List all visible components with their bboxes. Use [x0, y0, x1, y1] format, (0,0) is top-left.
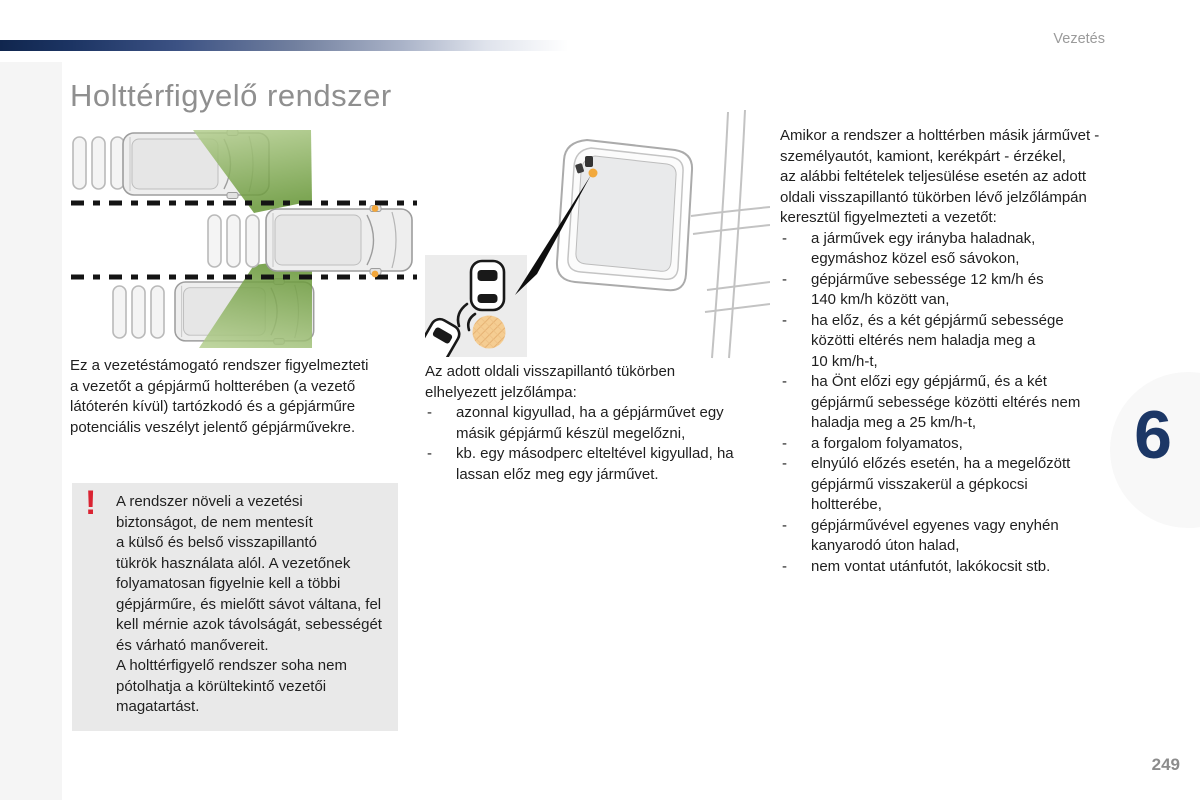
mirror-indicator-dot-right	[372, 271, 379, 278]
door-frame-sketch	[691, 110, 770, 358]
chapter-number: 6	[1134, 397, 1172, 473]
warning-box	[72, 483, 398, 731]
middle-list	[425, 403, 770, 485]
left-intro-text: Ez a vezetéstámogató rendszer figyelmezteti a vezetőt a gépjármű holtterében (a vezető látóterén kívül) tartózkodó és a gépjárműre potenciális veszélyt jelentő gépjárművekre.	[70, 357, 369, 436]
list-item: - ha előz, és a két gépjármű sebessége közötti eltérés nem haladja meg a 10 km/h-t,	[782, 311, 1064, 370]
list-item: - nem vontat utánfutót, lakókocsit stb.	[780, 557, 1115, 578]
dash-bullet: -	[782, 434, 787, 452]
list-item: - ha Önt előzi egy gépjármű, és a két gépjármű sebessége közötti eltérés nem haladja meg a 25 km/h-t,	[782, 373, 1081, 431]
dash-bullet: -	[782, 229, 787, 247]
subject-van	[208, 205, 412, 277]
dash-bullet: -	[782, 270, 787, 288]
list-item: - kb. egy másodperc elteltével kigyullad, ha lassan előz meg egy járművet.	[427, 445, 734, 483]
dash-bullet: -	[782, 455, 787, 472]
right-column-text	[780, 126, 1115, 577]
list-item: - gépjárműve sebessége 12 km/h és 140 km/h között van,	[782, 270, 1044, 308]
door-mirror	[557, 140, 692, 290]
dash-bullet: -	[782, 557, 787, 575]
list-item: - a forgalom folyamatos,	[780, 434, 1115, 455]
dash-bullet: -	[782, 516, 787, 534]
right-intro-text: Amikor a rendszer a holttérben másik járművet - személyautót, kamiont, kerékpárt - érzékel, az alábbi feltételek teljesülése esetén az adott oldali visszapillantó tükörben lévő jelzőlámpán keresztül figyelmezteti a vezetőt:	[780, 127, 1100, 226]
page-number: 249	[1151, 755, 1180, 774]
dash-bullet: -	[782, 373, 787, 390]
section-header: Vezetés	[1053, 31, 1105, 47]
dash-bullet: -	[782, 311, 787, 329]
dash-bullet: -	[427, 445, 432, 462]
mirror-indicator-dot-left	[372, 205, 379, 212]
right-list	[780, 229, 1115, 578]
middle-intro-text: Az adott oldali visszapillantó tükörben elhelyezett jelzőlámpa:	[425, 363, 676, 401]
dash-bullet: -	[427, 404, 432, 421]
list-item: - gépjárművével egyenes vagy enyhén kanyarodó úton halad,	[782, 516, 1059, 554]
left-margin-rail	[0, 62, 62, 800]
list-item: - elnyúló előzés esetén, ha a megelőzött gépjármű visszakerül a gépkocsi holtterébe,	[782, 455, 1071, 513]
warning-text: A rendszer növeli a vezetési biztonságot, de nem mentesít a külső és belső visszapillantó tükrök használata alól. A vezetőnek folyamatosan figyelnie kell a többi gépjárműre, és mielőtt sávot váltana, fel kell mérnie azok távolságát, sebességét és várható manővereit. A holttérfigyelő rendszer soha nem pótolhatja a körültekintő vezetői magatartást.	[116, 493, 382, 715]
exclamation-icon: !	[85, 484, 97, 522]
page-title: Holttérfigyelő rendszer	[70, 78, 392, 113]
blind-spot-zones-figure	[65, 130, 420, 348]
mirror-indicator-figure	[425, 110, 770, 360]
middle-column-text	[425, 362, 770, 485]
list-item: - azonnal kigyullad, ha a gépjárművet egy másik gépjármű készül megelőzni,	[427, 404, 724, 442]
top-gradient-bar	[0, 40, 592, 51]
list-item: - a járművek egy irányba haladnak, egymáshoz közel eső sávokon,	[782, 229, 1036, 267]
